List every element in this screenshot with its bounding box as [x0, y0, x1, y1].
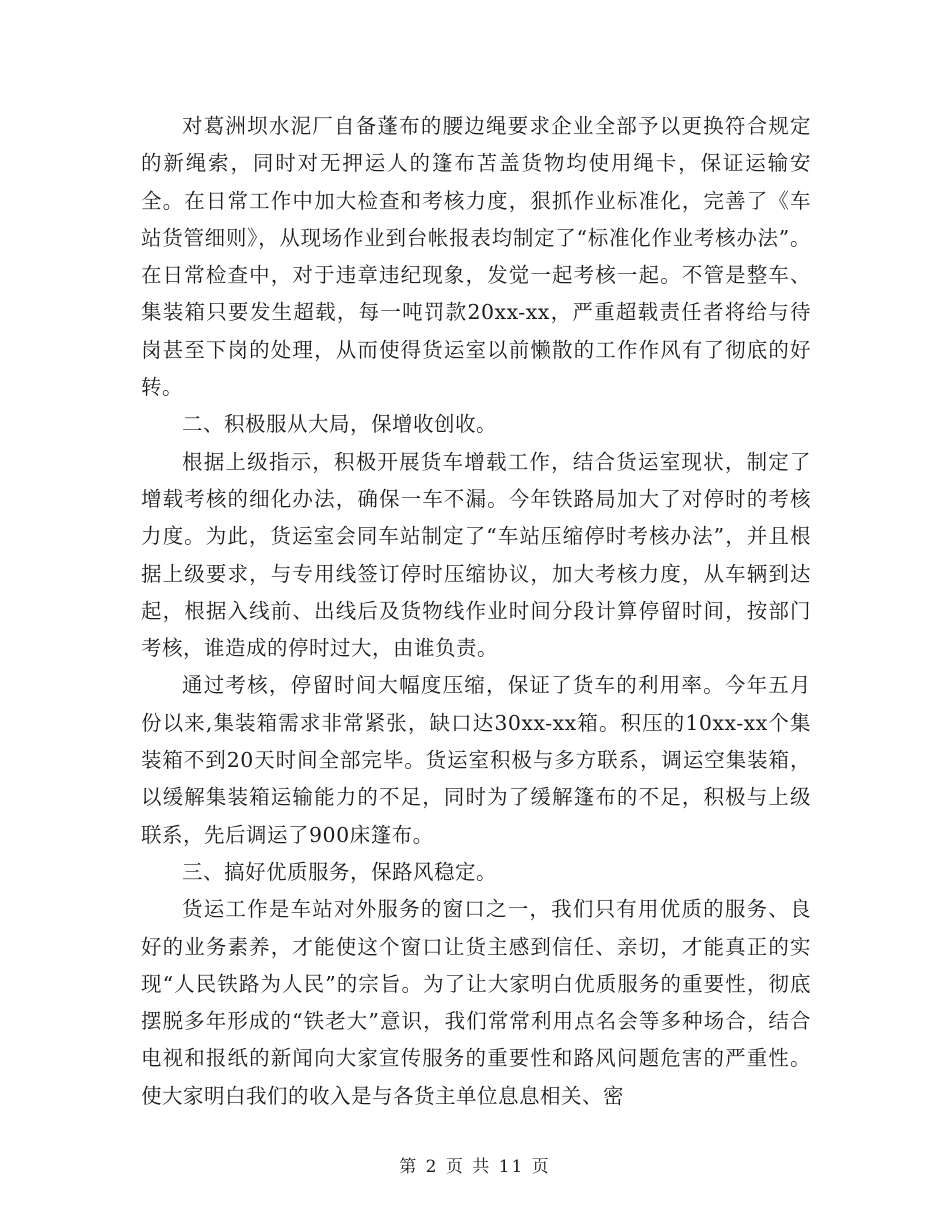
document-body — [141, 108, 811, 1115]
page-number-footer: 第 2 页 共 11 页 — [399, 1157, 551, 1177]
paragraph: 根据上级指示，积极开展货车增载工作，结合货运室现状，制定了增载考核的细化办法，确保一车不漏。今年铁路局加大了对停时的考核力度。为此，货运室会同车站制定了“车站压缩停时考核办法”，并且根据上级要求，与专用线签订停时压缩协议，加大考核力度，从车辆到达起，根据入线前、出线后及货物线作业时间分段计算停留时间，按部门考核，谁造成的停时过大，由谁负责。 — [141, 449, 811, 661]
section-heading: 三、搞好优质服务，保路风稳定。 — [182, 859, 497, 884]
paragraph: 通过考核，停留时间大幅度压缩，保证了货车的利用率。今年五月份以来,集装箱需求非常紧张，缺口达30xx-xx箱。积压的10xx-xx个集装箱不到20天时间全部完毕。货运室积极与多方联系，调运空集装箱，以缓解集装箱运输能力的不足，同时为了缓解篷布的不足，积极与上级联系，先后调运了900床篷布。 — [141, 673, 811, 847]
paragraph: 对葛洲坝水泥厂自备蓬布的腰边绳要求企业全部予以更换符合规定的新绳索，同时对无押运人的篷布苫盖货物均使用绳卡，保证运输安全。在日常工作中加大检查和考核力度，狠抓作业标准化，完善了《车站货管细则》，从现场作业到台帐报表均制定了“标准化作业考核办法”。在日常检查中，对于违章违纪现象，发觉一起考核一起。不管是整车、集装箱只要发生超载，每一吨罚款20xx-xx，严重超载责任者将给与待岗甚至下岗的处理，从而使得货运室以前懒散的工作作风有了彻底的好转。 — [141, 114, 811, 400]
paragraph: 货运工作是车站对外服务的窗口之一，我们只有用优质的服务、良好的业务素养，才能使这个窗口让货主感到信任、亲切，才能真正的实现“人民铁路为人民”的宗旨。为了让大家明白优质服务的重要性，彻底摆脱多年形成的“铁老大”意识，我们常常利用点名会等多种场合，结合电视和报纸的新闻向大家宣传服务的重要性和路风问题危害的严重性。使大家明白我们的收入是与各货主单位息息相关、密 — [141, 897, 811, 1108]
section-heading: 二、积极服从大局，保增收创收。 — [182, 412, 497, 437]
